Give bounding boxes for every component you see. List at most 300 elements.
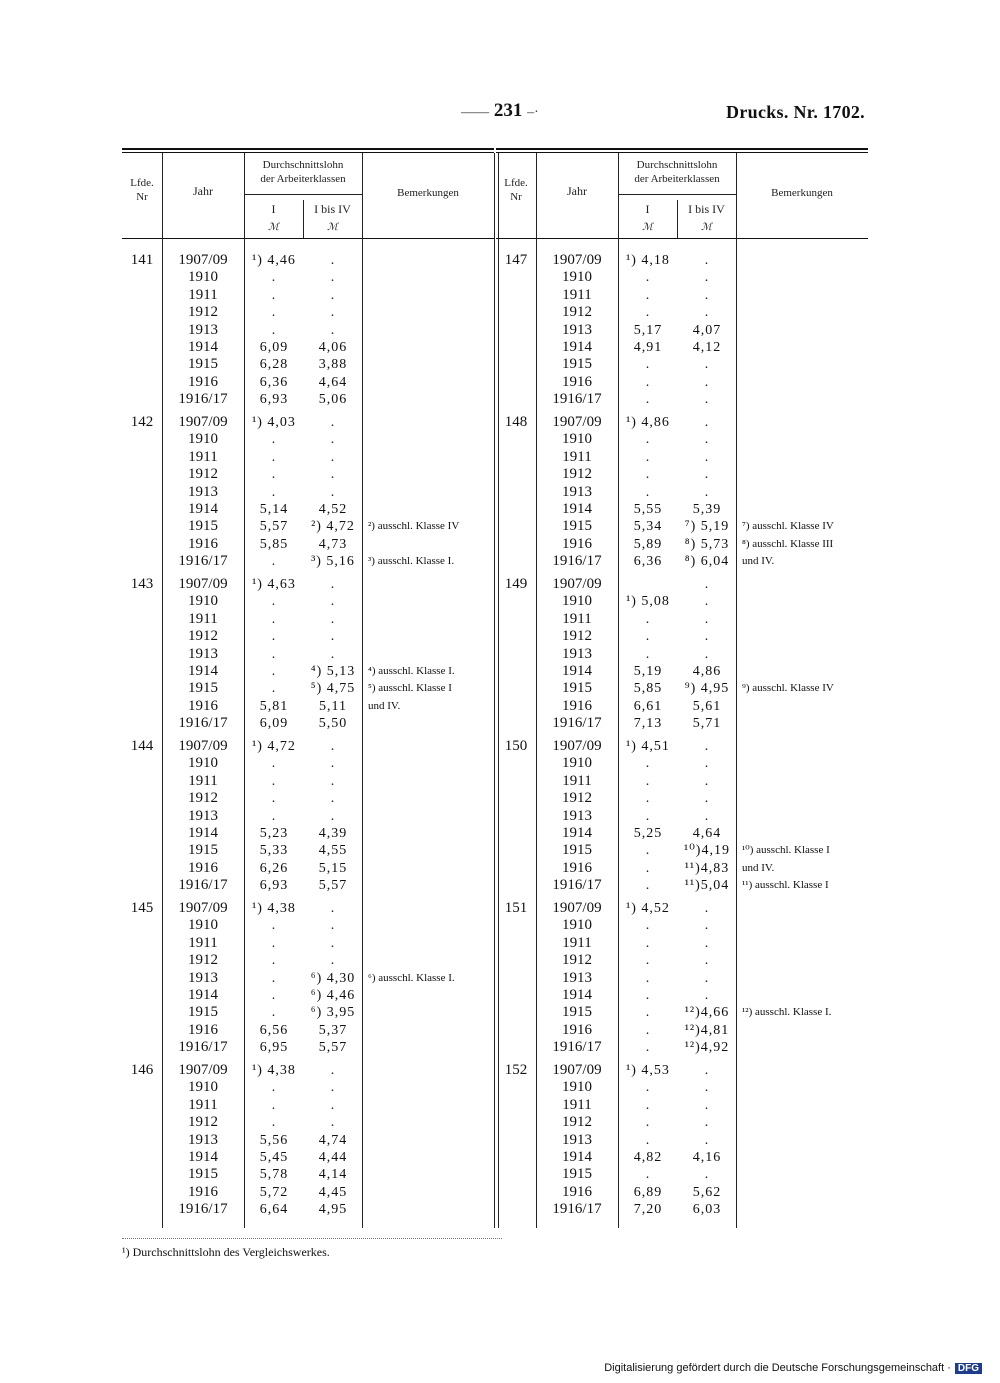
lfd-nr: 150 xyxy=(504,738,528,754)
class-i-iv-cell: . xyxy=(704,1063,710,1078)
class-i-cell: . xyxy=(271,1097,277,1113)
year-cell: 1913 xyxy=(188,321,218,338)
class-i-iv-cell: . xyxy=(330,756,336,772)
year-cell: 1911 xyxy=(188,286,218,303)
year-column xyxy=(162,1062,244,1219)
class-i-cell: . xyxy=(271,791,277,807)
class-i-cell: ¹) 4,72 xyxy=(252,739,296,754)
class-i-iv-cell: 3,88 xyxy=(318,357,348,373)
class-i-iv-cell: . xyxy=(330,791,336,807)
remark-note: ⁵) ausschl. Klasse I xyxy=(368,682,452,695)
class-i-cell: . xyxy=(645,1167,651,1183)
class-i-iv-cell: 4,07 xyxy=(692,322,722,338)
class-i-cell: . xyxy=(645,270,651,286)
unit-mark-i: ℳ xyxy=(642,222,653,233)
header-durchschnitt-line-0: Durchschnittslohn xyxy=(636,159,718,171)
class-i-cell: . xyxy=(645,1132,651,1148)
year-cell: 1915 xyxy=(188,680,218,697)
class-i-cell: . xyxy=(645,374,651,390)
class-i-cell: 5,85 xyxy=(633,681,663,697)
class-i-cell: . xyxy=(271,935,277,951)
class-i-column xyxy=(620,252,676,409)
header-class-i: I xyxy=(271,202,276,216)
class-i-iv-cell: . xyxy=(704,415,710,430)
class-i-cell: . xyxy=(645,1005,651,1021)
class-i-iv-column xyxy=(304,738,362,895)
header-lfd-line-1: Nr xyxy=(510,191,522,203)
remark-note: ¹⁰) ausschl. Klasse I xyxy=(742,844,830,857)
header-bottom-rule xyxy=(122,238,494,239)
year-cell: 1911 xyxy=(562,448,592,465)
class-i-cell: ¹) 4,51 xyxy=(626,739,670,754)
class-i-iv-cell: . xyxy=(330,594,336,610)
year-cell: 1916/17 xyxy=(552,1201,602,1218)
class-i-cell: ¹) 5,08 xyxy=(626,594,670,610)
class-i-iv-cell: . xyxy=(704,629,710,645)
class-i-column xyxy=(246,900,302,1057)
year-cell: 1910 xyxy=(562,1079,592,1096)
class-i-iv-cell: 4,12 xyxy=(692,339,722,355)
year-cell: 1907/09 xyxy=(178,738,228,754)
year-cell: 1912 xyxy=(188,790,218,807)
year-cell: 1912 xyxy=(188,952,218,969)
class-i-iv-cell: . xyxy=(330,432,336,448)
year-column xyxy=(536,1062,618,1219)
class-i-cell xyxy=(620,576,676,593)
class-i-cell: 6,89 xyxy=(633,1184,663,1200)
class-i-cell: 7,13 xyxy=(633,716,663,732)
class-i-iv-cell: ⁸) 6,04 xyxy=(684,554,730,570)
year-cell: 1913 xyxy=(188,969,218,986)
class-i-iv-column xyxy=(678,900,736,1057)
class-i-iv-cell: 5,57 xyxy=(318,1040,348,1056)
header-class-i-iv: I bis IV xyxy=(688,202,725,216)
class-i-iv-cell: . xyxy=(704,287,710,303)
class-i-cell: 5,85 xyxy=(259,536,289,552)
subheader-rule xyxy=(618,194,736,195)
class-i-iv-cell: 4,73 xyxy=(318,536,348,552)
class-i-cell: ¹) 4,52 xyxy=(626,901,670,916)
class-i-column xyxy=(620,576,676,733)
class-i-iv-cell: 5,57 xyxy=(318,878,348,894)
year-cell: 1916 xyxy=(562,373,592,390)
year-cell: 1916 xyxy=(562,535,592,552)
year-cell: 1912 xyxy=(562,628,592,645)
year-cell: 1913 xyxy=(188,807,218,824)
year-cell: 1914 xyxy=(188,662,218,679)
year-cell: 1915 xyxy=(562,842,592,859)
remark-note: ¹²) ausschl. Klasse I. xyxy=(742,1006,832,1019)
class-i-cell: . xyxy=(271,808,277,824)
year-cell: 1911 xyxy=(188,448,218,465)
class-i-column xyxy=(246,738,302,895)
lfd-nr: 152 xyxy=(504,1062,528,1078)
class-i-iv-cell: . xyxy=(704,484,710,500)
table-top-rule-2 xyxy=(496,152,868,153)
year-cell: 1915 xyxy=(562,1004,592,1021)
class-i-iv-cell: ²) 4,72 xyxy=(311,519,355,535)
year-column xyxy=(162,252,244,409)
class-i-cell: . xyxy=(645,808,651,824)
year-cell: 1912 xyxy=(188,1114,218,1131)
year-cell: 1915 xyxy=(188,356,218,373)
year-cell: 1907/09 xyxy=(178,576,228,592)
lfd-nr: 148 xyxy=(504,414,528,430)
class-i-cell: 6,09 xyxy=(259,716,289,732)
header-class-i: I xyxy=(645,202,650,216)
class-i-iv-cell: . xyxy=(330,270,336,286)
class-i-cell: 5,14 xyxy=(259,501,289,517)
class-i-iv-cell: 4,44 xyxy=(318,1149,348,1165)
header-bemerkungen: Bemerkungen xyxy=(771,187,833,199)
class-i-cell: . xyxy=(645,756,651,772)
class-i-iv-cell: . xyxy=(704,901,710,916)
class-i-iv-cell: 6,03 xyxy=(692,1202,722,1218)
unit-mark-i: ℳ xyxy=(268,222,279,233)
class-i-cell: . xyxy=(645,1040,651,1056)
year-cell: 1914 xyxy=(188,338,218,355)
class-i-cell: . xyxy=(645,791,651,807)
class-i-cell: . xyxy=(645,432,651,448)
year-cell: 1911 xyxy=(562,1096,592,1113)
class-i-iv-cell: . xyxy=(704,1115,710,1131)
class-i-iv-cell: 5,37 xyxy=(318,1022,348,1038)
subheader-rule xyxy=(244,194,362,195)
class-i-iv-cell: ⁴) 5,13 xyxy=(310,663,356,679)
year-cell: 1916/17 xyxy=(178,391,228,408)
class-i-iv-cell: 5,71 xyxy=(692,716,722,732)
header-lfd-line-0: Lfde. xyxy=(504,177,528,189)
year-cell: 1907/09 xyxy=(178,414,228,430)
remark-note: ⁹) ausschl. Klasse IV xyxy=(742,682,834,695)
class-i-cell: ¹) 4,53 xyxy=(626,1063,670,1078)
year-column xyxy=(162,900,244,1057)
class-i-iv-cell: . xyxy=(704,270,710,286)
class-i-iv-cell: 4,45 xyxy=(318,1184,348,1200)
class-i-iv-cell: 5,50 xyxy=(318,716,348,732)
year-cell: 1914 xyxy=(562,500,592,517)
class-i-cell: 5,45 xyxy=(259,1149,289,1165)
year-cell: 1912 xyxy=(562,304,592,321)
class-i-cell: 5,17 xyxy=(633,322,663,338)
year-cell: 1910 xyxy=(188,431,218,448)
header-jahr: Jahr xyxy=(567,184,587,198)
year-cell: 1907/09 xyxy=(552,1062,602,1078)
class-i-cell: . xyxy=(645,484,651,500)
year-cell: 1910 xyxy=(188,755,218,772)
class-i-column xyxy=(620,900,676,1057)
lfd-nr: 146 xyxy=(130,1062,154,1078)
class-i-iv-cell: . xyxy=(330,918,336,934)
year-cell: 1912 xyxy=(188,466,218,483)
class-i-iv-column xyxy=(304,1062,362,1219)
class-i-cell: 6,09 xyxy=(259,339,289,355)
class-i-cell: . xyxy=(645,878,651,894)
class-i-cell: . xyxy=(645,449,651,465)
class-i-cell: . xyxy=(645,1022,651,1038)
class-i-cell: 6,64 xyxy=(259,1202,289,1218)
year-column xyxy=(536,900,618,1057)
class-i-iv-cell: . xyxy=(704,808,710,824)
remark-note: ⁶) ausschl. Klasse I. xyxy=(368,971,455,984)
year-cell: 1913 xyxy=(188,483,218,500)
year-cell: 1915 xyxy=(562,680,592,697)
class-i-iv-cell: . xyxy=(330,449,336,465)
class-i-cell: . xyxy=(271,432,277,448)
year-cell: 1916/17 xyxy=(178,877,228,894)
year-cell: 1915 xyxy=(188,1166,218,1183)
class-i-cell: . xyxy=(645,357,651,373)
header-dash-left: —— xyxy=(461,105,490,120)
year-cell: 1915 xyxy=(562,356,592,373)
class-i-iv-cell: ⁶) 3,95 xyxy=(310,1005,356,1021)
year-cell: 1911 xyxy=(188,772,218,789)
table-row-group-147 xyxy=(496,252,868,414)
class-i-iv-cell: ⁷) 5,19 xyxy=(684,519,730,535)
class-i-cell: 5,33 xyxy=(259,843,289,859)
class-i-cell: 7,20 xyxy=(633,1202,663,1218)
class-i-iv-cell: 4,64 xyxy=(318,374,348,390)
table-row-group-148 xyxy=(496,414,868,576)
class-i-cell: ¹) 4,46 xyxy=(252,253,296,268)
year-cell: 1916/17 xyxy=(552,391,602,408)
class-i-iv-cell: . xyxy=(330,467,336,483)
year-cell: 1914 xyxy=(188,986,218,1003)
lfd-nr: 149 xyxy=(504,576,528,592)
class-i-iv-cell: . xyxy=(704,253,710,268)
year-cell: 1916 xyxy=(188,697,218,714)
class-i-iv-cell: ³) 5,16 xyxy=(311,554,355,570)
class-i-cell: . xyxy=(645,773,651,789)
year-cell: 1910 xyxy=(562,431,592,448)
table-row-group-142 xyxy=(122,414,494,576)
class-i-iv-column xyxy=(678,252,736,409)
header-lfd-line-1: Nr xyxy=(136,191,148,203)
class-i-iv-cell: ¹⁰)4,19 xyxy=(684,843,730,859)
year-cell: 1911 xyxy=(562,610,592,627)
header-jahr: Jahr xyxy=(193,184,213,198)
class-i-iv-cell: . xyxy=(330,577,336,592)
header-bemerkungen: Bemerkungen xyxy=(397,187,459,199)
class-i-cell: . xyxy=(645,467,651,483)
year-column xyxy=(162,414,244,571)
class-i-iv-cell: . xyxy=(704,357,710,373)
year-cell: 1916/17 xyxy=(552,715,602,732)
class-i-iv-cell: . xyxy=(704,739,710,754)
class-i-cell: . xyxy=(271,484,277,500)
table-row-group-144 xyxy=(122,738,494,900)
class-i-cell: . xyxy=(271,756,277,772)
lfd-nr: 147 xyxy=(504,252,528,268)
year-cell: 1907/09 xyxy=(552,738,602,754)
class-i-iv-cell: 4,14 xyxy=(318,1167,348,1183)
table-row-group-141 xyxy=(122,252,494,414)
class-i-cell: 5,78 xyxy=(259,1167,289,1183)
year-cell: 1912 xyxy=(562,1114,592,1131)
year-cell: 1913 xyxy=(562,645,592,662)
class-i-iv-cell: . xyxy=(330,901,336,916)
class-i-cell: 6,36 xyxy=(633,554,663,570)
class-i-cell: ¹) 4,63 xyxy=(252,577,296,592)
class-i-iv-cell: 5,39 xyxy=(692,501,722,517)
class-i-iv-cell: . xyxy=(704,305,710,321)
table-top-rule xyxy=(496,148,868,150)
class-i-column xyxy=(246,414,302,571)
class-i-iv-cell: . xyxy=(704,1132,710,1148)
year-cell: 1913 xyxy=(562,807,592,824)
class-i-cell: . xyxy=(271,663,277,679)
class-i-iv-cell: ⁵) 4,75 xyxy=(310,681,356,697)
class-i-iv-cell: 4,52 xyxy=(318,501,348,517)
class-i-iv-cell: . xyxy=(704,935,710,951)
lfd-nr: 142 xyxy=(130,414,154,430)
lfd-nr: 143 xyxy=(130,576,154,592)
class-i-iv-cell: . xyxy=(704,791,710,807)
year-cell: 1916/17 xyxy=(552,1039,602,1056)
class-i-iv-cell: . xyxy=(704,646,710,662)
year-cell: 1915 xyxy=(188,842,218,859)
class-i-cell: 5,81 xyxy=(259,698,289,714)
year-cell: 1910 xyxy=(562,269,592,286)
lfd-nr: 145 xyxy=(130,900,154,916)
lfd-nr: 141 xyxy=(130,252,154,268)
class-i-cell: ¹) 4,18 xyxy=(626,253,670,268)
year-cell: 1916 xyxy=(562,1183,592,1200)
class-i-iv-cell: . xyxy=(330,322,336,338)
class-i-column xyxy=(246,576,302,733)
class-i-iv-cell: 4,55 xyxy=(318,843,348,859)
class-i-iv-cell: . xyxy=(704,594,710,610)
remark-note: ³) ausschl. Klasse I. xyxy=(368,555,455,568)
year-cell: 1916 xyxy=(188,535,218,552)
table-row-group-151 xyxy=(496,900,868,1062)
class-i-iv-column xyxy=(304,414,362,571)
year-cell: 1910 xyxy=(562,917,592,934)
table-panel-right xyxy=(496,148,868,1228)
class-i-cell: . xyxy=(645,970,651,986)
class-i-cell: ¹) 4,38 xyxy=(252,1063,296,1078)
year-cell: 1914 xyxy=(562,1148,592,1165)
class-i-cell: . xyxy=(271,594,277,610)
year-cell: 1910 xyxy=(188,269,218,286)
class-i-cell: . xyxy=(271,1080,277,1096)
header-durchschnitt-line-1: der Arbeiterklassen xyxy=(260,173,346,185)
class-i-cell: 6,93 xyxy=(259,878,289,894)
class-i-iv-cell: . xyxy=(330,808,336,824)
class-i-iv-cell: . xyxy=(704,449,710,465)
class-i-cell: 5,25 xyxy=(633,825,663,841)
header-dash-right: –· xyxy=(527,105,539,120)
class-i-iv-cell: ⁶) 4,46 xyxy=(310,987,356,1003)
class-i-iv-cell: . xyxy=(704,970,710,986)
year-cell: 1914 xyxy=(188,824,218,841)
class-i-iv-cell: ⁹) 4,95 xyxy=(684,681,730,697)
year-cell: 1914 xyxy=(562,824,592,841)
class-i-cell: . xyxy=(271,305,277,321)
year-cell: 1907/09 xyxy=(552,252,602,268)
header-durchschnitt-line-0: Durchschnittslohn xyxy=(262,159,344,171)
class-i-cell: . xyxy=(645,918,651,934)
year-column xyxy=(162,738,244,895)
year-cell: 1915 xyxy=(562,518,592,535)
remark-note: ⁷) ausschl. Klasse IV xyxy=(742,520,834,533)
class-i-cell: 5,34 xyxy=(633,519,663,535)
class-i-cell: 5,55 xyxy=(633,501,663,517)
header-lfd-nr xyxy=(122,176,162,204)
table-row-group-150 xyxy=(496,738,868,900)
class-i-cell: 5,56 xyxy=(259,1132,289,1148)
table-row-group-152 xyxy=(496,1062,868,1224)
class-i-cell: . xyxy=(271,629,277,645)
class-i-iv-cell: . xyxy=(704,611,710,627)
year-cell: 1907/09 xyxy=(178,252,228,268)
year-cell: 1913 xyxy=(188,645,218,662)
unit-mark-iv: ℳ xyxy=(701,222,712,233)
class-i-cell: . xyxy=(271,1115,277,1131)
class-i-cell: . xyxy=(645,935,651,951)
table-row-group-146 xyxy=(122,1062,494,1224)
class-i-cell: 5,89 xyxy=(633,536,663,552)
class-i-cell: . xyxy=(271,1005,277,1021)
class-i-iv-cell: 4,06 xyxy=(318,339,348,355)
class-i-cell: . xyxy=(271,970,277,986)
year-cell: 1914 xyxy=(562,986,592,1003)
class-i-cell: . xyxy=(271,611,277,627)
class-i-iv-cell: ¹²)4,66 xyxy=(684,1005,730,1021)
class-i-iv-cell: ¹¹)4,83 xyxy=(684,860,730,876)
class-i-cell: . xyxy=(271,646,277,662)
class-i-cell: 5,72 xyxy=(259,1184,289,1200)
year-cell: 1913 xyxy=(562,321,592,338)
class-i-iv-cell: . xyxy=(330,1097,336,1113)
year-cell: 1916/17 xyxy=(178,715,228,732)
remark-note: ¹¹) ausschl. Klasse I xyxy=(742,879,829,892)
class-i-cell: 6,93 xyxy=(259,392,289,408)
class-i-cell: . xyxy=(645,1115,651,1131)
remark-note: und IV. xyxy=(742,861,775,874)
year-cell: 1912 xyxy=(562,952,592,969)
year-cell: 1907/09 xyxy=(552,414,602,430)
class-i-iv-cell: . xyxy=(330,935,336,951)
class-i-cell: 6,26 xyxy=(259,860,289,876)
class-i-cell: . xyxy=(271,987,277,1003)
class-i-cell: . xyxy=(645,843,651,859)
class-i-cell: . xyxy=(271,287,277,303)
remark-note: ⁸) ausschl. Klasse III xyxy=(742,537,834,550)
dfg-notice-text: Digitalisierung gefördert durch die Deutsche Forschungsgemeinschaft · xyxy=(604,1362,951,1374)
class-i-column xyxy=(620,414,676,571)
class-i-cell: 6,28 xyxy=(259,357,289,373)
header-durchschnittslohn xyxy=(244,158,362,186)
year-column xyxy=(536,252,618,409)
class-i-cell: 5,57 xyxy=(259,519,289,535)
year-cell: 1907/09 xyxy=(178,1062,228,1078)
class-i-iv-cell: . xyxy=(704,1080,710,1096)
class-i-iv-column xyxy=(304,576,362,733)
year-cell: 1910 xyxy=(562,755,592,772)
year-cell: 1916 xyxy=(562,697,592,714)
class-i-cell: ¹) 4,38 xyxy=(252,901,296,916)
class-i-iv-cell: . xyxy=(704,577,710,592)
dfg-logo: DFG xyxy=(955,1363,982,1374)
year-cell: 1916/17 xyxy=(552,553,602,570)
class-i-cell: ¹) 4,03 xyxy=(252,415,296,430)
year-cell: 1914 xyxy=(188,500,218,517)
year-cell: 1907/09 xyxy=(178,900,228,916)
table-row-group-145 xyxy=(122,900,494,1062)
remark-note: ⁴) ausschl. Klasse I. xyxy=(368,665,455,677)
year-column xyxy=(536,576,618,733)
